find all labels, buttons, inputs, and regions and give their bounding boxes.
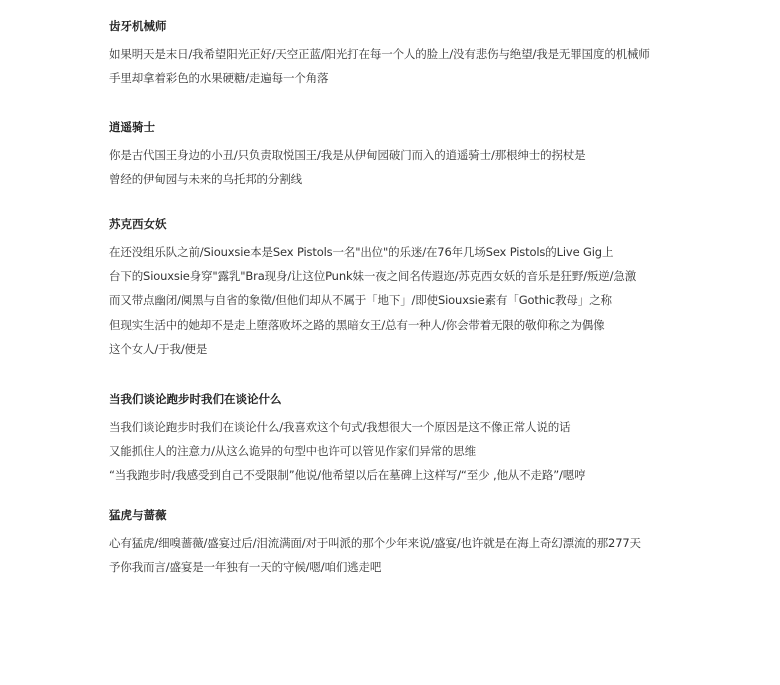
section-text — [109, 531, 769, 579]
text-line: 这个女人/于我/便是 — [109, 341, 208, 356]
text-line: 在还没组乐队之前/Siouxsie本是Sex Pistols一名"出位"的乐迷/在76年几场Sex Pistols的Live Gig上 — [109, 245, 614, 259]
section-title: 逍遥骑士 — [109, 120, 155, 134]
text-line: 如果明天是末日/我希望阳光正好/天空正蓝/阳光打在每一个人的脸上/没有悲伤与绝望/我是无罪国度的机械师 — [109, 47, 650, 61]
section-gear-mechanic — [109, 18, 769, 90]
section-title: 猛虎与蔷薇 — [109, 508, 167, 522]
section-title: 齿牙机械师 — [109, 19, 167, 33]
text-line: 台下的Siouxsie身穿"露乳"Bra现身/让这位Punk妹一夜之间名传遐迩/苏克西女妖的音乐是狂野/叛逆/急激 — [109, 269, 637, 284]
section-easy-rider — [109, 119, 769, 191]
text-line: 予你我而言/盛宴是一年独有一天的守候/嗯/咱们逃走吧 — [109, 560, 382, 575]
text-line: “当我跑步时/我感受到自己不受限制”他说/他希望以后在墓碑上这样写/“至少 ,他从不走路”/嗯哼 — [109, 468, 586, 483]
section-text — [109, 143, 769, 191]
text-line: 而又带点幽闭/阒黑与自省的象徵/但他们却从不属于「地下」/即使Siouxsie素有「Gothic教母」之称 — [109, 293, 612, 308]
section-text — [109, 415, 769, 488]
section-text — [109, 240, 769, 361]
text-line: 曾经的伊甸园与未来的乌托邦的分割线 — [109, 172, 302, 187]
text-line: 但现实生活中的她却不是走上堕落败坏之路的黑暗女王/总有一种人/你会带着无限的敬仰称之为偶像 — [109, 317, 605, 332]
section-title: 苏克西女妖 — [109, 217, 167, 231]
text-line: 当我们谈论跑步时我们在谈论什么/我喜欢这个句式/我想很大一个原因是这不像正常人说的话 — [109, 420, 571, 434]
section-tiger-rose — [109, 507, 769, 579]
text-line: 手里却拿着彩色的水果硬糖/走遍每一个角落 — [109, 71, 329, 86]
section-text — [109, 42, 769, 90]
text-line: 心有猛虎/细嗅蔷薇/盛宴过后/泪流满面/对于叫派的那个少年来说/盛宴/也许就是在海上奇幻漂流的那277天 — [109, 536, 641, 550]
section-running — [109, 391, 769, 488]
text-line: 你是古代国王身边的小丑/只负责取悦国王/我是从伊甸园破门而入的逍遥骑士/那根绅士的拐杖是 — [109, 148, 586, 162]
section-title: 当我们谈论跑步时我们在谈论什么 — [109, 392, 282, 406]
section-siouxsie — [109, 216, 769, 361]
text-line: 又能抓住人的注意力/从这么诡异的句型中也许可以管见作家们异常的思维 — [109, 444, 476, 459]
